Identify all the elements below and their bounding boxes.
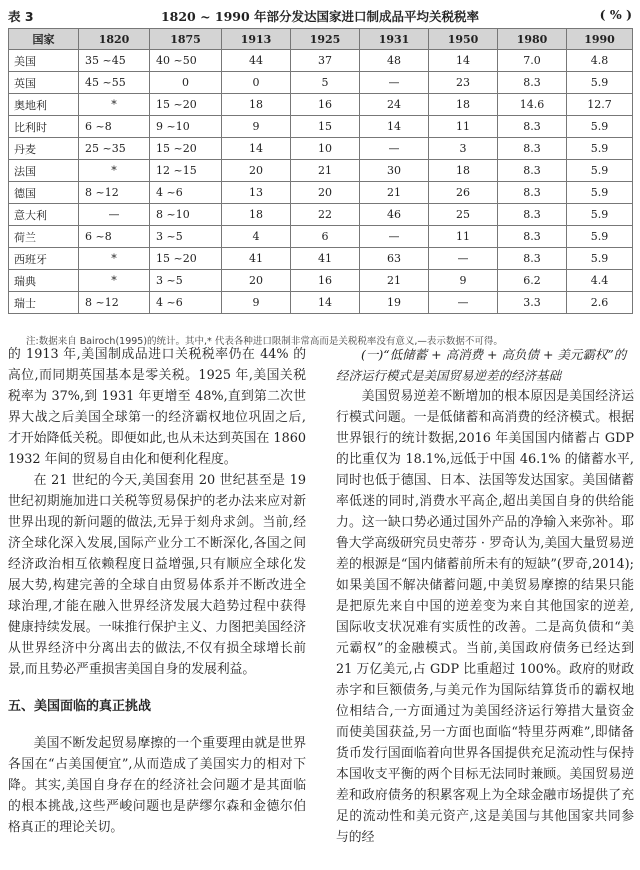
table-unit: ( % ) (599, 7, 632, 22)
tariff-cell: — (429, 292, 498, 314)
tariff-cell: 5.9 (567, 248, 633, 270)
tariff-cell: 5 (291, 72, 360, 94)
tariff-cell: 18 (429, 160, 498, 182)
tariff-cell: 6 ~8 (79, 116, 150, 138)
tariff-cell: 12 ~15 (150, 160, 222, 182)
tariff-cell: 2.6 (567, 292, 633, 314)
tariff-cell: 8.3 (498, 204, 567, 226)
tariff-cell: — (429, 248, 498, 270)
tariff-cell: 3 (429, 138, 498, 160)
country-cell: 德国 (9, 182, 79, 204)
tariff-cell: 37 (291, 50, 360, 72)
tariff-cell: 25 (429, 204, 498, 226)
tariff-cell: 5.9 (567, 182, 633, 204)
country-cell: 奥地利 (9, 94, 79, 116)
tariff-cell: 5.9 (567, 72, 633, 94)
tariff-cell: 12.7 (567, 94, 633, 116)
tariff-cell: 35 ~45 (79, 50, 150, 72)
tariff-cell: * (79, 94, 150, 116)
tariff-cell: 8.3 (498, 72, 567, 94)
tariff-cell: 8.3 (498, 248, 567, 270)
tariff-cell: 5.9 (567, 138, 633, 160)
tariff-cell: — (360, 138, 429, 160)
tariff-cell: 4 (222, 226, 291, 248)
tariff-cell: 44 (222, 50, 291, 72)
tariff-cell: 13 (222, 182, 291, 204)
table-row (9, 270, 633, 292)
table-note: 注:数据来自 Bairoch(1995)的统计。其中,* 代表各种进口限制非常高而是关税税率没有意义,—表示数据不可得。 (26, 336, 503, 347)
tariff-cell: — (360, 72, 429, 94)
tariff-cell: 24 (360, 94, 429, 116)
table-row (9, 160, 633, 182)
tariff-cell: 26 (429, 182, 498, 204)
tariff-cell: 3 ~5 (150, 226, 222, 248)
country-cell: 丹麦 (9, 138, 79, 160)
tariff-cell: 14.6 (498, 94, 567, 116)
tariff-cell: 41 (222, 248, 291, 270)
tariff-cell: 5.9 (567, 204, 633, 226)
table-body (9, 50, 633, 314)
tariff-cell: 21 (360, 182, 429, 204)
country-cell: 英国 (9, 72, 79, 94)
tariff-cell: 14 (291, 292, 360, 314)
header-1913: 1913 (222, 29, 291, 50)
tariff-cell: 8.3 (498, 226, 567, 248)
tariff-cell: 5.9 (567, 160, 633, 182)
tariff-cell: 8.3 (498, 182, 567, 204)
section-heading: 五、美国面临的真正挑战 (8, 699, 152, 714)
tariff-cell: — (360, 226, 429, 248)
body-paragraph: 美国不断发起贸易摩擦的一个重要理由就是世界各国在“占美国便宜”,从而造成了美国实力的相对下降。其实,美国自身存在的经济社会问题才是其面临的根本挑战,这些严峻问题也是萨缪尔森和金德尔伯格真正的理论关切。 (8, 736, 306, 835)
country-cell: 西班牙 (9, 248, 79, 270)
tariff-cell: * (79, 270, 150, 292)
header-1980: 1980 (498, 29, 567, 50)
country-cell: 荷兰 (9, 226, 79, 248)
tariff-table (8, 28, 633, 314)
tariff-cell: 18 (222, 94, 291, 116)
tariff-cell: 20 (291, 182, 360, 204)
tariff-cell: 16 (291, 270, 360, 292)
tariff-cell: 15 ~20 (150, 94, 222, 116)
tariff-cell: 15 (291, 116, 360, 138)
country-cell: 瑞典 (9, 270, 79, 292)
body-paragraph: 的 1913 年,美国制成品进口关税税率仍在 44% 的高位,而同期英国基本是零关税。1925 年,美国关税税率为 37%,到 1931 年更增至 48%,直到第二次世界大战之后美国全球第一的经济霸权地位巩固之后,才开始降低关税。即便如此,也从未达到英国在 1860 1932 年间的贸易自由化和便利化程度。 (8, 347, 306, 467)
tariff-cell: 20 (222, 270, 291, 292)
tariff-cell: 22 (291, 204, 360, 226)
tariff-cell: 8 ~10 (150, 204, 222, 226)
tariff-cell: 46 (360, 204, 429, 226)
table-header-row (9, 29, 633, 50)
tariff-cell: 14 (222, 138, 291, 160)
tariff-cell: 9 (222, 116, 291, 138)
tariff-cell: 18 (222, 204, 291, 226)
tariff-cell: 4.4 (567, 270, 633, 292)
tariff-cell: 15 ~20 (150, 248, 222, 270)
tariff-cell: 6 (291, 226, 360, 248)
tariff-cell: 8.3 (498, 116, 567, 138)
tariff-cell: 8.3 (498, 160, 567, 182)
tariff-cell: 21 (360, 270, 429, 292)
table-title: 1820 ~ 1990 年部分发达国家进口制成品平均关税税率 (160, 9, 480, 24)
tariff-cell: 23 (429, 72, 498, 94)
tariff-cell: 7.0 (498, 50, 567, 72)
tariff-cell: 41 (291, 248, 360, 270)
tariff-cell: 9 (222, 292, 291, 314)
tariff-cell: — (79, 204, 150, 226)
tariff-cell: 40 ~50 (150, 50, 222, 72)
table-row (9, 248, 633, 270)
table-caption (8, 4, 632, 26)
header-1820: 1820 (79, 29, 150, 50)
tariff-cell: 5.9 (567, 226, 633, 248)
tariff-cell: 6.2 (498, 270, 567, 292)
tariff-cell: 9 ~10 (150, 116, 222, 138)
tariff-cell: 8 ~12 (79, 182, 150, 204)
table-row (9, 204, 633, 226)
table-row (9, 50, 633, 72)
header-country: 国家 (9, 29, 79, 50)
header-1990: 1990 (567, 29, 633, 50)
tariff-cell: 4 ~6 (150, 292, 222, 314)
tariff-cell: 48 (360, 50, 429, 72)
tariff-cell: 25 ~35 (79, 138, 150, 160)
tariff-cell: 11 (429, 116, 498, 138)
country-cell: 瑞士 (9, 292, 79, 314)
body-paragraph: 在 21 世纪的今天,美国套用 20 世纪甚至是 19 世纪初期施加进口关税等贸易保护的老办法来应对新世界出现的新问题的做法,无异于刻舟求剑。当前,经济全球化深入发展,国际产业分工不断深化,各国之间经济政治相互依赖程度日益增强,只有顺应全球化发展大势,构建完善的全球自由贸易体系并不断改进全球治理,才能在融入世界经济发展大趋势过程中获得健康持续发展。一味推行保护主义、力图把美国经济从世界经济中分离出去的做法,不仅有损全球增长前景,而且势必严重损害美国自身的发展利益。 (8, 473, 306, 677)
subsection-heading: (一)“低储蓄 + 高消费 + 高负债 + 美元霸权”的经济运行模式是美国贸易逆差的经济基础 (336, 347, 627, 383)
table-row (9, 94, 633, 116)
tariff-cell: 19 (360, 292, 429, 314)
tariff-cell: 6 ~8 (79, 226, 150, 248)
tariff-cell: 4 ~6 (150, 182, 222, 204)
tariff-cell: 0 (222, 72, 291, 94)
tariff-cell: 45 ~55 (79, 72, 150, 94)
left-column (8, 344, 306, 838)
tariff-cell: 21 (291, 160, 360, 182)
table-label: 表 3 (8, 9, 34, 24)
table-row (9, 138, 633, 160)
tariff-cell: 0 (150, 72, 222, 94)
tariff-cell: 4.8 (567, 50, 633, 72)
header-1931: 1931 (360, 29, 429, 50)
tariff-cell: 5.9 (567, 116, 633, 138)
country-cell: 美国 (9, 50, 79, 72)
country-cell: 比利时 (9, 116, 79, 138)
tariff-cell: 3.3 (498, 292, 567, 314)
tariff-cell: 3 ~5 (150, 270, 222, 292)
tariff-cell: 15 ~20 (150, 138, 222, 160)
tariff-cell: 30 (360, 160, 429, 182)
tariff-cell: 18 (429, 94, 498, 116)
tariff-cell: 14 (360, 116, 429, 138)
tariff-cell: 10 (291, 138, 360, 160)
tariff-cell: 9 (429, 270, 498, 292)
tariff-cell: * (79, 248, 150, 270)
tariff-cell: 63 (360, 248, 429, 270)
tariff-cell: 8.3 (498, 138, 567, 160)
country-cell: 法国 (9, 160, 79, 182)
table-row (9, 72, 633, 94)
tariff-cell: 16 (291, 94, 360, 116)
country-cell: 意大利 (9, 204, 79, 226)
right-column (336, 344, 634, 848)
table-row (9, 226, 633, 248)
header-1925: 1925 (291, 29, 360, 50)
tariff-cell: 8 ~12 (79, 292, 150, 314)
table-row (9, 182, 633, 204)
body-paragraph: 美国贸易逆差不断增加的根本原因是美国经济运行模式问题。一是低储蓄和高消费的经济模式。根据世界银行的统计数据,2016 年美国国内储蓄占 GDP 的比重仅为 18.1%,远低于中国 46.1% 的储蓄水平,同时也低于德国、日本、法国等发达国家。美国储蓄率低迷的同时,消费水平高企,超出美国自身的供给能力。这一缺口势必通过国外产品的净输入来弥补。耶鲁大学高级研究员史蒂芬 · 罗奇认为,美国大量贸易逆差的根源是“国内储蓄前所未有的短缺”(罗奇,2014);如果美国不解决储蓄问题,中美贸易摩擦的结果只能是把原先来自中国的逆差变为来自其他国家的逆差,国际收支状况难有实质性的改善。二是高负债和“美元霸权”的金融模式。当前,美国政府债务已经达到 21 万亿美元,占 GDP 比重超过 100%。政府的财政赤字和巨额债务,与美元作为国际结算货币的霸权地位相结合,一方面通过为美国经济运行筹措大量资金而使美国获益,另一方面也面临“特里芬两难”,即储备货币发行国面临着向世界各国提供充足流动性与保持本国收支平衡的两个目标无法同时兼顾。美国贸易逆差和政府债务的积累客观上为全球金融市场提供了充足的流动性和美元资产,这是美国与其他国家共同参与的经 (336, 389, 634, 845)
header-1875: 1875 (150, 29, 222, 50)
table-row (9, 116, 633, 138)
tariff-cell: * (79, 160, 150, 182)
tariff-cell: 11 (429, 226, 498, 248)
tariff-cell: 20 (222, 160, 291, 182)
tariff-cell: 14 (429, 50, 498, 72)
table-row (9, 292, 633, 314)
header-1950: 1950 (429, 29, 498, 50)
